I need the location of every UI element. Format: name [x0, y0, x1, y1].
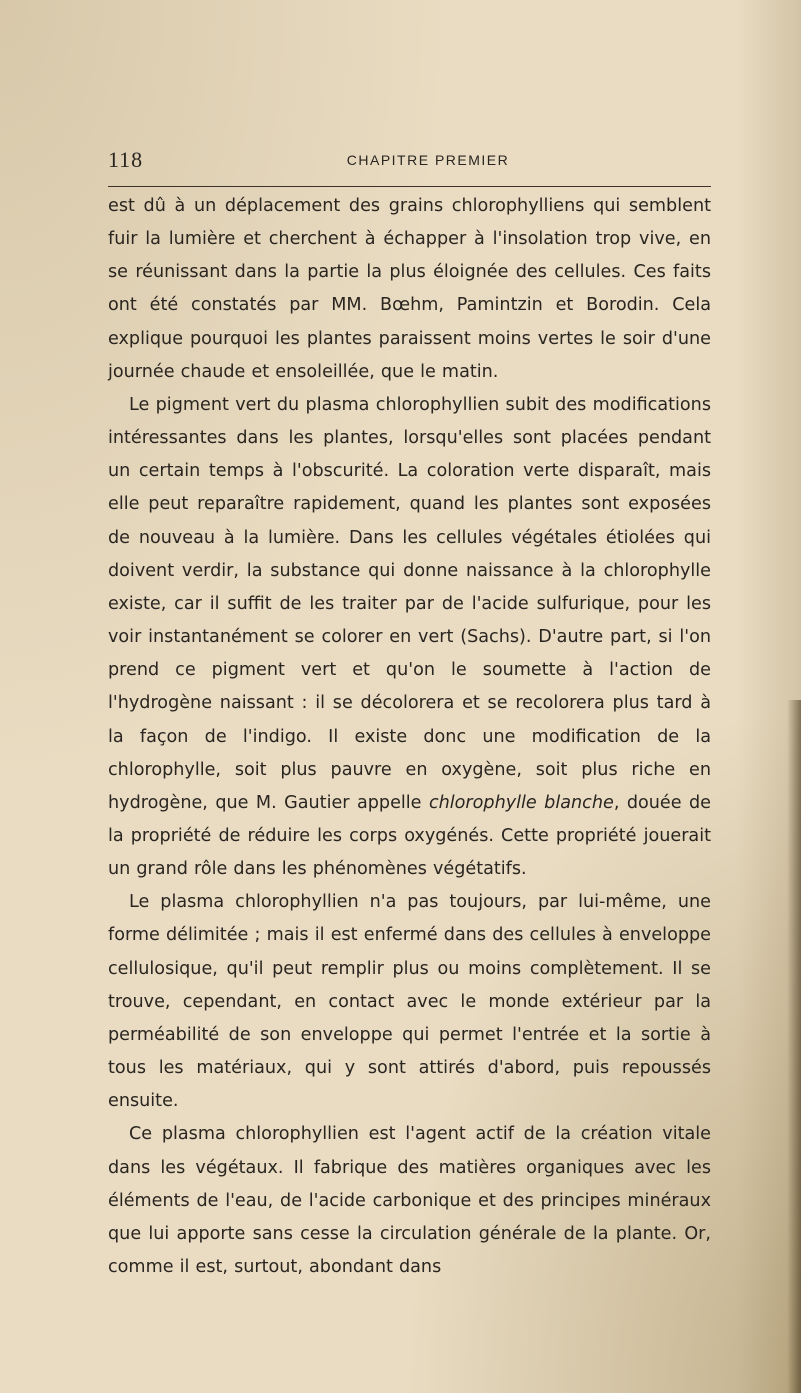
paragraph-2 [108, 389, 711, 886]
page-header [108, 147, 708, 177]
paragraph-2-text: Le pigment vert du plasma chlorophyllien subit des modifications intéressantes dans les plantes, lorsqu'elles sont placées pendant un certain temps à l'obscurité. La coloration verte disparaît, mais elle peut reparaître rapidement, quand les plantes sont exposées de nouveau à la lumière. Dans les cellules végétales étiolées qui doivent verdir, la substance qui donne naissance à la chlorophylle existe, car il suffit de les traiter par de l'acide sulfurique, pour les voir instantanément se colorer en vert (Sachs). D'autre part, si l'on prend ce pigment vert et qu'on le soumette à l'action de l'hydrogène naissant : il se décolorera et se recolorera plus tard à la façon de l'indigo. Il existe donc une modification de la chlorophylle, soit plus pauvre en oxygène, soit plus riche en hydrogène, que M. Gautier appelle [108, 394, 711, 813]
paragraph-1: est dû à un déplacement des grains chlorophylliens qui semblent fuir la lumière et cherchent à échapper à l'insolation trop vive, en se réunissant dans la partie la plus éloignée des cellules. Ces faits ont été constatés par MM. Bœhm, Pamintzin et Borodin. Cela explique pourquoi les plantes paraissent moins vertes le soir d'une journée chaude et ensoleillée, que le matin. [108, 196, 711, 382]
paragraph-3: Le plasma chlorophyllien n'a pas toujours, par lui-même, une forme délimitée ; mais il est enfermé dans des cellules à enveloppe cellulosique, qu'il peut remplir plus ou moins complètement. Il se trouve, cependant, en contact avec le monde extérieur par la perméabilité de son enveloppe qui permet l'entrée et la sortie à tous les matériaux, qui y sont attirés d'abord, puis repoussés ensuite. [108, 892, 711, 1112]
header-rule [108, 186, 711, 187]
running-title: CHAPITRE PREMIER [346, 152, 510, 168]
emphasized-term: chlorophylle blanche [428, 792, 614, 813]
page-edge-shadow [787, 700, 801, 1393]
body-text [108, 190, 711, 1284]
paragraph-4: Ce plasma chlorophyllien est l'agent actif de la création vitale dans les végétaux. Il fabrique des matières organiques avec les éléments de l'eau, de l'acide carbonique et des principes minéraux que lui apporte sans cesse la circulation générale de la plante. Or, comme il est, surtout, abondant dans [108, 1124, 711, 1277]
paragraph-2-continuation: , douée de la propriété de réduire les corps oxygénés. Cette propriété jouerait un grand rôle dans les phénomènes végétatifs. [108, 792, 711, 880]
page-number: 118 [108, 147, 144, 172]
